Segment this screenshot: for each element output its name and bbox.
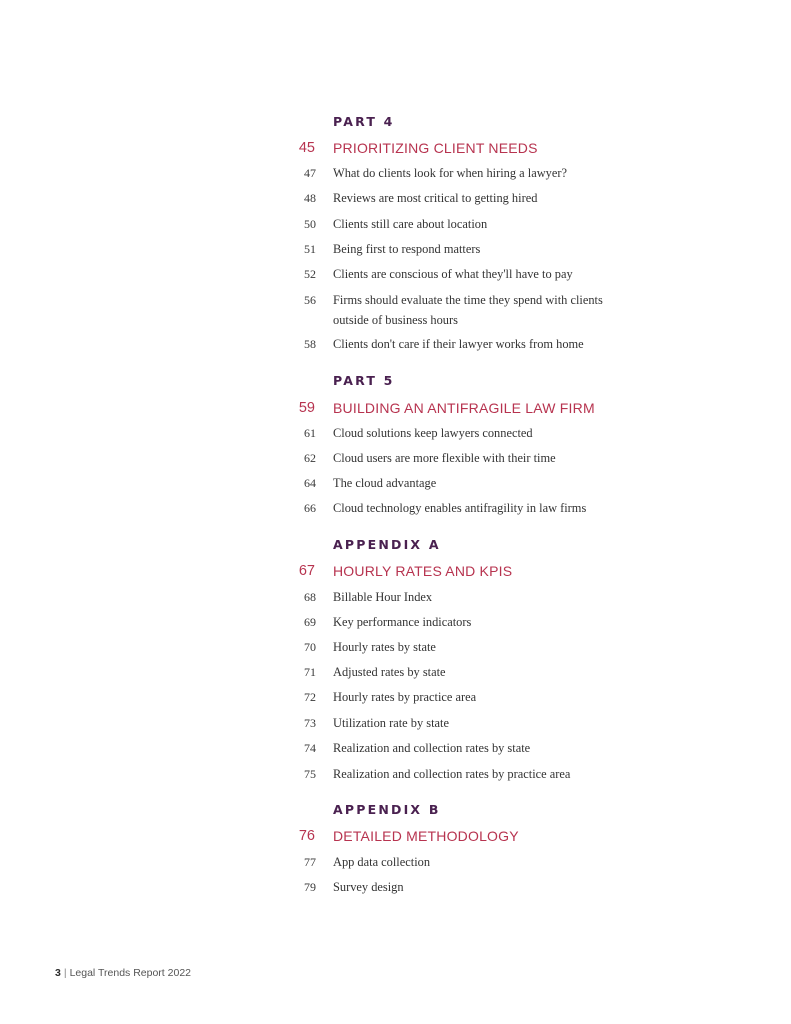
- entry-title: Cloud solutions keep lawyers connected: [333, 426, 533, 440]
- entry-page-number: 64: [304, 476, 316, 490]
- entry-page-number: 68: [304, 590, 316, 604]
- entry-title: Utilization rate by state: [333, 716, 449, 730]
- section-heading[interactable]: [0, 139, 791, 157]
- entry-title: Realization and collection rates by state: [333, 741, 531, 755]
- section-page-number: 59: [298, 400, 315, 416]
- entry-title: Clients don't care if their lawyer works from home: [333, 337, 584, 351]
- entry-page-number: 48: [304, 191, 316, 205]
- entry-title: Billable Hour Index: [333, 590, 433, 604]
- section-page-number: 76: [298, 828, 315, 844]
- section-page-number: 45: [298, 140, 315, 156]
- entry-title: Firms should evaluate the time they spend with clients outside of business hours: [333, 293, 603, 327]
- entry-title: Adjusted rates by state: [333, 665, 446, 679]
- section-heading[interactable]: [0, 562, 791, 580]
- entry-page-number: 50: [304, 217, 316, 231]
- section-kicker: PART 5: [333, 373, 395, 388]
- entry-title: Key performance indicators: [333, 615, 472, 629]
- footer-report-title: Legal Trends Report 2022: [69, 967, 191, 979]
- page-footer: [55, 966, 191, 980]
- footer-page-number: 3: [55, 967, 61, 979]
- section-title: BUILDING AN ANTIFRAGILE LAW FIRM: [333, 400, 595, 416]
- entry-page-number: 56: [304, 293, 316, 307]
- entry-page-number: 75: [304, 767, 316, 781]
- section-title: HOURLY RATES AND KPIS: [333, 563, 513, 579]
- entry-title: Clients are conscious of what they'll have to pay: [333, 267, 573, 281]
- footer-separator: |: [63, 967, 67, 979]
- entry-title: Realization and collection rates by practice area: [333, 767, 571, 781]
- entry-title: Clients still care about location: [333, 217, 488, 231]
- entry-page-number: 52: [304, 267, 316, 281]
- entry-page-number: 62: [304, 451, 316, 465]
- entry-page-number: 74: [304, 741, 316, 755]
- section-heading[interactable]: [0, 399, 791, 417]
- entry-title: Being first to respond matters: [333, 242, 481, 256]
- section-page-number: 67: [298, 563, 315, 579]
- entry-title: Hourly rates by state: [333, 640, 436, 654]
- entry-page-number: 66: [304, 501, 316, 515]
- entry-title: Cloud users are more flexible with their time: [333, 451, 556, 465]
- section-title: DETAILED METHODOLOGY: [333, 828, 519, 844]
- section-kicker: APPENDIX B: [333, 802, 441, 817]
- section-heading[interactable]: [0, 827, 791, 845]
- entry-page-number: 51: [304, 242, 316, 256]
- entry-page-number: 69: [304, 615, 316, 629]
- entry-title: Survey design: [333, 880, 404, 894]
- entry-title: What do clients look for when hiring a lawyer?: [333, 166, 567, 180]
- section-title: PRIORITIZING CLIENT NEEDS: [333, 140, 538, 156]
- section-kicker: PART 4: [333, 114, 395, 129]
- entry-title: Reviews are most critical to getting hired: [333, 191, 538, 205]
- entry-page-number: 70: [304, 640, 316, 654]
- entry-title: App data collection: [333, 855, 431, 869]
- section-kicker: APPENDIX A: [333, 537, 441, 552]
- entry-page-number: 71: [304, 665, 316, 679]
- entry-page-number: 47: [304, 166, 316, 180]
- entry-page-number: 73: [304, 716, 316, 730]
- entry-title: The cloud advantage: [333, 476, 437, 490]
- entry-page-number: 58: [304, 337, 316, 351]
- entry-title: Cloud technology enables antifragility in law firms: [333, 501, 587, 515]
- entry-page-number: 61: [304, 426, 316, 440]
- entry-page-number: 77: [304, 855, 316, 869]
- entry-page-number: 79: [304, 880, 316, 894]
- entry-page-number: 72: [304, 690, 316, 704]
- entry-title: Hourly rates by practice area: [333, 690, 477, 704]
